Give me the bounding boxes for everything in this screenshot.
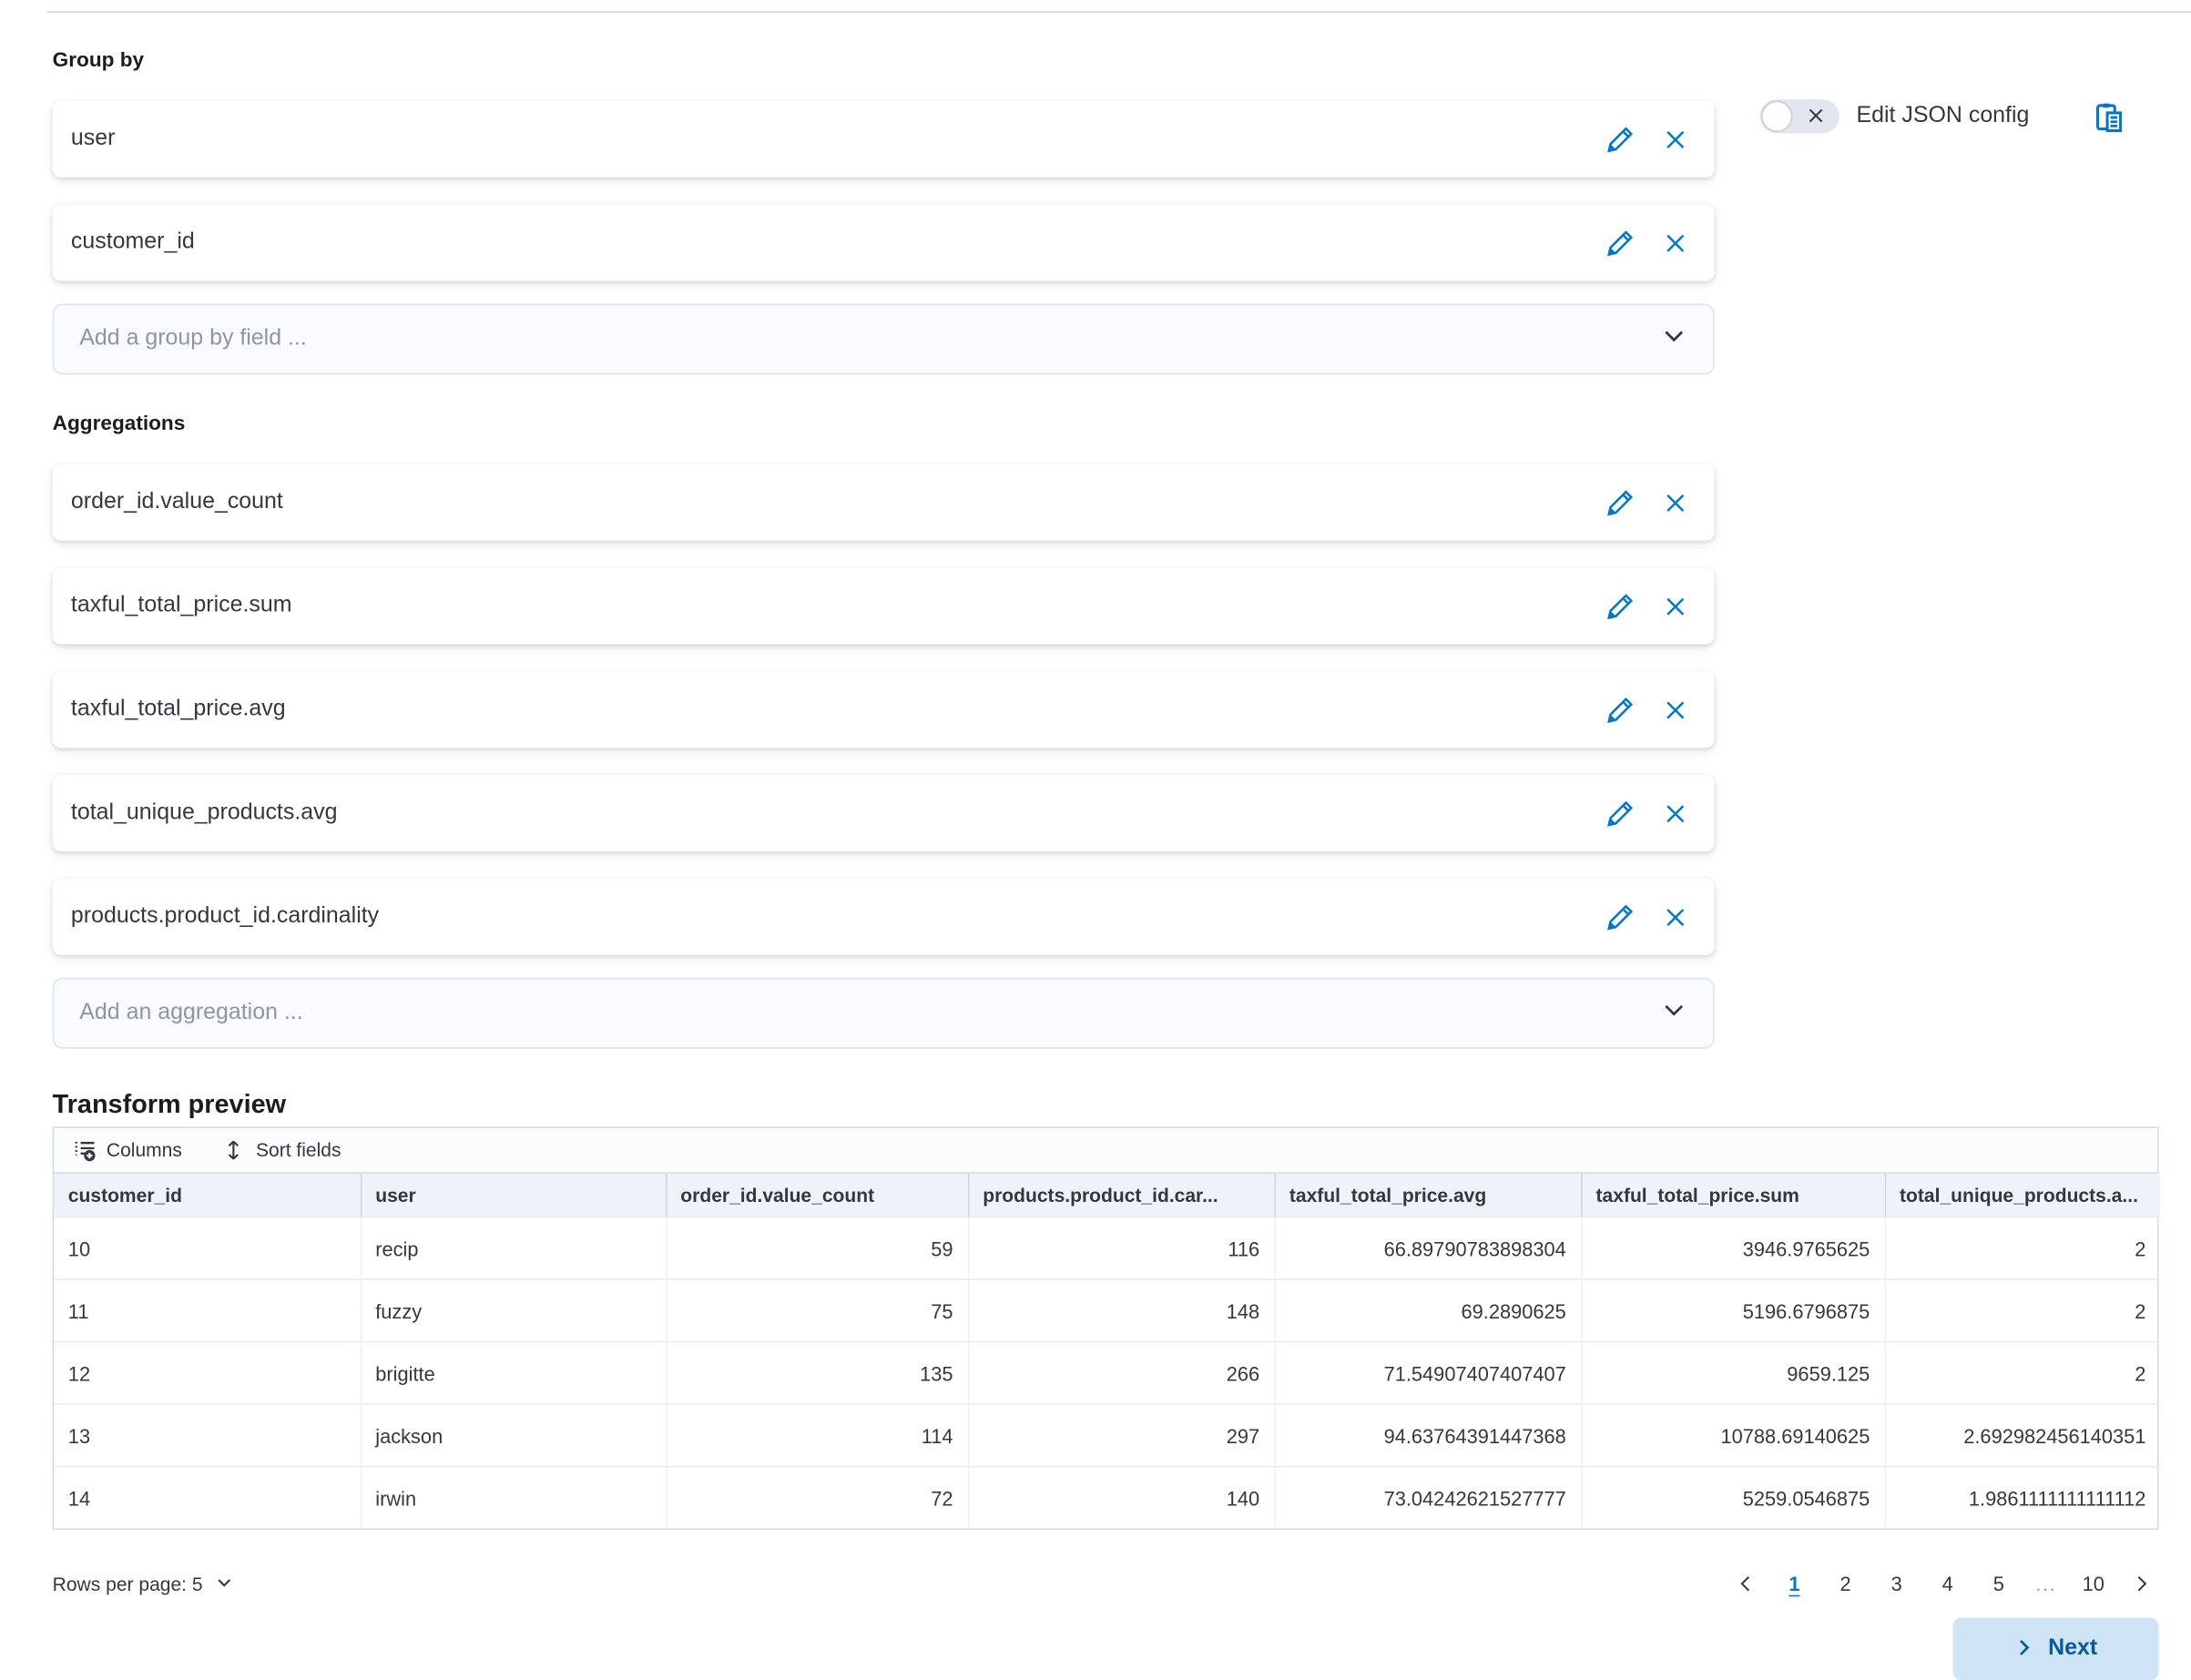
group-by-item-label: user: [70, 126, 116, 151]
table-cell: 297: [968, 1404, 1275, 1467]
table-cell: 2: [1885, 1342, 2160, 1405]
table-cell: jackson: [361, 1404, 666, 1467]
column-header-order_idvalue_count[interactable]: order_id.value_count: [666, 1174, 968, 1217]
edit-json-config-toggle[interactable]: [1760, 99, 1839, 133]
table-cell: 75: [666, 1279, 968, 1342]
add-aggregation-placeholder: Add an aggregation ...: [79, 1000, 303, 1025]
edit-json-config-row: [1760, 99, 2126, 133]
aggregation-item-label: order_id.value_count: [70, 489, 283, 514]
table-cell: 66.89790783898304: [1275, 1217, 1582, 1279]
previous-page-button[interactable]: [1729, 1567, 1763, 1601]
page-button-1[interactable]: 1: [1788, 1572, 1800, 1595]
aggregation-item-label: taxful_total_price.sum: [70, 593, 292, 617]
table-cell: 148: [968, 1279, 1275, 1342]
table-cell: 2.692982456140351: [1885, 1404, 2160, 1467]
toggle-off-cross-icon: [1805, 105, 1826, 133]
aggregations-list: [53, 464, 1715, 955]
table-cell: 5259.0546875: [1581, 1467, 1885, 1529]
aggregation-item: [53, 775, 1715, 851]
table-cell: fuzzy: [361, 1279, 666, 1342]
table-cell: 2: [1885, 1217, 2160, 1279]
pencil-icon[interactable]: [1604, 122, 1637, 156]
table-row: [54, 1404, 2160, 1467]
add-aggregation-select[interactable]: [53, 978, 1715, 1049]
aggregation-item: [53, 671, 1715, 748]
column-header-productsproduct_idcar[interactable]: products.product_id.car...: [968, 1174, 1275, 1217]
cross-icon[interactable]: [1657, 122, 1691, 156]
group-by-item-label: customer_id: [70, 229, 195, 254]
aggregations-label: Aggregations: [52, 412, 186, 436]
transform-preview-title: Transform preview: [52, 1088, 287, 1119]
toggle-thumb: [1761, 101, 1792, 132]
table-cell: 69.2890625: [1275, 1279, 1582, 1342]
column-header-taxful_total_priceavg[interactable]: taxful_total_price.avg: [1275, 1174, 1582, 1217]
columns-button[interactable]: [72, 1138, 181, 1162]
table-row: [54, 1217, 2160, 1279]
page-button-3[interactable]: 3: [1890, 1572, 1902, 1595]
page-button-5[interactable]: 5: [1992, 1572, 2004, 1595]
table-row: [54, 1342, 2160, 1405]
pencil-icon[interactable]: [1604, 693, 1637, 727]
sort-fields-button[interactable]: [222, 1138, 341, 1162]
table-cell: 14: [54, 1467, 361, 1529]
list-add-icon: [72, 1138, 96, 1162]
pagination: [1729, 1567, 2159, 1601]
next-button-label: Next: [2048, 1635, 2098, 1661]
table-cell: 5196.6796875: [1581, 1279, 1885, 1342]
table-cell: 10788.69140625: [1581, 1404, 1885, 1467]
aggregation-item-label: products.product_id.cardinality: [70, 903, 380, 929]
group-by-list: [53, 101, 1715, 281]
column-header-user[interactable]: user: [361, 1174, 666, 1217]
table-cell: 266: [968, 1342, 1275, 1405]
wizard-footer: [53, 1618, 2159, 1680]
table-cell: 71.54907407407407: [1275, 1342, 1582, 1405]
table-cell: 11: [54, 1279, 361, 1342]
table-cell: 73.04242621527777: [1275, 1467, 1582, 1529]
table-cell: 116: [968, 1217, 1275, 1279]
table-cell: 140: [968, 1467, 1275, 1529]
cross-icon[interactable]: [1657, 900, 1691, 933]
table-row: [54, 1467, 2160, 1529]
grid-toolbar: [54, 1128, 2157, 1174]
table-header-row: [54, 1174, 2160, 1217]
table-cell: irwin: [361, 1467, 666, 1529]
pencil-icon[interactable]: [1604, 589, 1637, 623]
group-by-label: Group by: [52, 49, 145, 73]
table-cell: 114: [666, 1404, 968, 1467]
chevron-down-icon: [214, 1572, 234, 1595]
aggregation-item: [53, 879, 1715, 955]
aggregation-item-label: taxful_total_price.avg: [70, 697, 286, 721]
cross-icon[interactable]: [1657, 589, 1691, 623]
table-cell: recip: [361, 1217, 666, 1279]
group-by-item: [53, 204, 1715, 280]
table-cell: 12: [54, 1342, 361, 1405]
table-cell: 1.9861111111111112: [1885, 1467, 2160, 1529]
add-group-by-select[interactable]: [53, 304, 1715, 375]
column-header-taxful_total_pricesum[interactable]: taxful_total_price.sum: [1581, 1174, 1885, 1217]
pencil-icon[interactable]: [1604, 226, 1637, 260]
table-cell: 72: [666, 1467, 968, 1529]
cross-icon[interactable]: [1657, 226, 1691, 260]
cross-icon[interactable]: [1657, 485, 1691, 519]
table-cell: 3946.9765625: [1581, 1217, 1885, 1279]
table-cell: 9659.125: [1581, 1342, 1885, 1405]
sort-fields-button-label: Sort fields: [255, 1139, 341, 1161]
chevron-down-icon: [1660, 996, 1687, 1030]
add-group-by-placeholder: Add a group by field ...: [79, 326, 307, 351]
table-cell: 59: [666, 1217, 968, 1279]
aggregation-item: [53, 464, 1715, 541]
aggregation-item: [53, 567, 1715, 644]
rows-per-page-label: Rows per page: 5: [52, 1573, 203, 1594]
pencil-icon[interactable]: [1604, 796, 1637, 830]
cross-icon[interactable]: [1657, 796, 1691, 830]
edit-json-config-label: Edit JSON config: [1856, 103, 2030, 128]
column-header-total_unique_productsa[interactable]: total_unique_products.a...: [1885, 1174, 2160, 1217]
next-button[interactable]: [1952, 1618, 2158, 1680]
aggregation-item-label: total_unique_products.avg: [70, 799, 338, 825]
sortable-icon: [222, 1138, 246, 1162]
cross-icon[interactable]: [1657, 693, 1691, 727]
next-page-button[interactable]: [2125, 1567, 2158, 1601]
chevron-right-icon: [2014, 1637, 2034, 1661]
pencil-icon[interactable]: [1604, 900, 1637, 933]
group-by-item: [53, 101, 1715, 178]
copy-clipboard-icon[interactable]: [2092, 99, 2125, 133]
pencil-icon[interactable]: [1604, 485, 1637, 519]
table-cell: 10: [54, 1217, 361, 1279]
table-cell: 94.63764391447368: [1275, 1404, 1582, 1467]
column-header-customer_id[interactable]: customer_id: [54, 1174, 361, 1217]
grid-footer: [53, 1567, 2159, 1601]
table-row: [54, 1279, 2160, 1342]
preview-data-grid: [53, 1126, 2159, 1530]
chevron-down-icon: [1660, 322, 1687, 356]
pagination-ellipsis: ...: [2035, 1572, 2057, 1595]
page-button-4[interactable]: 4: [1941, 1572, 1953, 1595]
table-cell: 135: [666, 1342, 968, 1405]
preview-table: [54, 1174, 2160, 1529]
columns-button-label: Columns: [106, 1139, 182, 1161]
rows-per-page-control[interactable]: [53, 1572, 234, 1595]
page-number-list: [1775, 1567, 2114, 1601]
table-cell: 13: [54, 1404, 361, 1467]
page-button-2[interactable]: 2: [1839, 1572, 1851, 1595]
table-cell: brigitte: [361, 1342, 666, 1405]
table-cell: 2: [1885, 1279, 2160, 1342]
page-button-10[interactable]: 10: [2082, 1572, 2104, 1595]
